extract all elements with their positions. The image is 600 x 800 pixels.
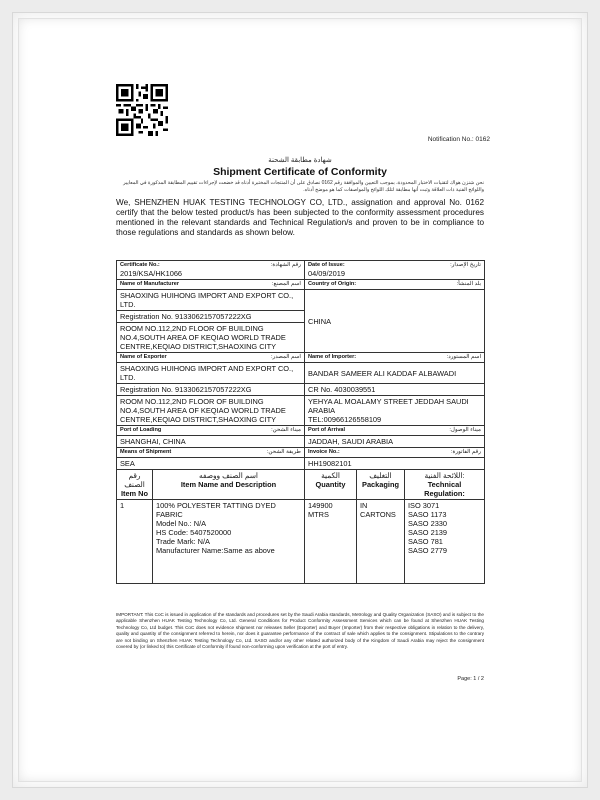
importer-label-cell: Name of Importer: اسم المستورد: bbox=[305, 353, 485, 363]
certificate-title: Shipment Certificate of Conformity bbox=[213, 166, 387, 178]
column-header: اسم الصنف ووصفه Item Name and Description bbox=[153, 470, 305, 500]
certificate-no-cell: Certificate No.: رقم الشهادة: 2019/KSA/HK1066 bbox=[117, 261, 305, 280]
importer-telephone: TEL:00966126558109 bbox=[308, 415, 382, 424]
item-technical-regulation: ISO 3071 SASO 1173 SASO 2330 SASO 2139 SASO 781 SASO 2779 bbox=[405, 500, 485, 584]
importer-address: YEHYA AL MOALAMY STREET JEDDAH SAUDI ARABIA bbox=[308, 397, 469, 415]
date-of-issue-cell: Date of Issue: تاريخ الإصدار: 04/09/2019 bbox=[305, 261, 485, 280]
column-header: الكمية Quantity bbox=[305, 470, 357, 500]
item-quantity: 149900 MTRS bbox=[305, 500, 357, 584]
intro-arabic: نحن شنزن هواك لتقنيات الاختبار المحدودة، بموجب التعيين والموافقة رقم 0162 نصادق على أن المنتجات المختبرة أدناه قد خضعت لإجراءات تقييم المطابقة المذكورة في المعايير واللوائح الفنية ذات العلاقة وثبت أنها مطابقة لتلك اللوائح والمواصفات كما هو موضح أدناه. bbox=[123, 180, 484, 193]
country-of-origin-value: CHINA bbox=[305, 290, 485, 353]
port-of-loading-label-cell: Port of Loading ميناء الشحن: bbox=[117, 426, 305, 436]
means-of-shipment-label-cell: Means of Shipment طريقة الشحن: bbox=[117, 448, 305, 458]
page-number: Page: 1 / 2 bbox=[457, 676, 484, 682]
item-packaging: IN CARTONS bbox=[357, 500, 405, 584]
means-of-shipment-value: SEA bbox=[117, 458, 305, 470]
item-description: 100% POLYESTER TATTING DYED FABRIC Model No.: N/A HS Code: 5407520000 Trade Mark: N/A Manufacturer Name:Same as above bbox=[153, 500, 305, 584]
manufacturer-registration: Registration No. 913306215705722​2XG bbox=[117, 311, 305, 323]
exporter-registration: Registration No. 9133062157057222XG bbox=[117, 384, 305, 396]
exporter-label-cell: Name of Exporter اسم المصدر: bbox=[117, 353, 305, 363]
exporter-name: SHAOXING HUIHONG IMPORT AND EXPORT CO., LTD. bbox=[117, 363, 305, 384]
qr-code-icon bbox=[116, 84, 168, 136]
port-of-loading-value: SHANGHAI, CHINA bbox=[117, 436, 305, 448]
date-of-issue-value: 04/09/2019 bbox=[308, 269, 345, 278]
invoice-no-value: HH19082101 bbox=[305, 458, 485, 470]
column-header: التغليف Packaging bbox=[357, 470, 405, 500]
title-arabic: شهادة مطابقة الشحنة bbox=[268, 157, 332, 164]
column-header: اللائحة الفنية: Technical Regulation: bbox=[405, 470, 485, 500]
manufacturer-name: SHAOXING HUIHONG IMPORT AND EXPORT CO., LTD. bbox=[117, 290, 305, 311]
country-label-cell: Country of Origin: بلد المنشأ: bbox=[305, 280, 485, 290]
certificate-no-value: 2019/KSA/HK1066 bbox=[120, 269, 183, 278]
certificate-document bbox=[110, 84, 490, 716]
port-of-arrival-label-cell: Port of Arrival ميناء الوصول: bbox=[305, 426, 485, 436]
column-header: رقم الصنف Item No bbox=[117, 470, 153, 500]
importer-cr-number: CR No. 4030039551 bbox=[305, 384, 485, 396]
certificate-table bbox=[116, 260, 485, 584]
important-notice: IMPORTANT: This CoC is issued in application of the standards and procedures set by the Saudi Arabia standards, Metrology and Quality Organization (SASO) and is subject to the applicable Shenzhen HUAK Testing Technology Co, Ltd. General Conditions for Product Conformity Assessment Services which can be found at Shenzhen HUAK Testing Technology Co, Ltd budget. This CoC does not evidence shipment nor releases Seller (Exporter) and Buyer (Importer) from their respective obligations in relation to the delivery, quality and quantity of the consignment referred to herein, nor does it guarantee performance of the contract of sale which applies to the consignment. Stipulations to the contrary are not binding on Shenzhen HUAK Testing Technology Co, Ltd. SASO and/or any other related authorized body of the Kingdom of Saudi Arabia may reject the consignment covered by (or linked to) this Certificate of Conformity if found non-conforming upon verification at the port of entry. bbox=[116, 612, 484, 650]
invoice-no-label-cell: Invoice No.: رقم الفاتورة: bbox=[305, 448, 485, 458]
notification-number: Notification No.: 0162 bbox=[427, 136, 490, 143]
importer-name: BANDAR SAMEER ALI KADDAF ALBAWADI bbox=[305, 363, 485, 384]
item-table-header bbox=[117, 470, 485, 500]
table-row bbox=[117, 500, 485, 584]
port-of-arrival-value: JADDAH, SAUDI ARABIA bbox=[305, 436, 485, 448]
manufacturer-address: ROOM NO.112,2ND FLOOR OF BUILDING NO.4,SOUTH AREA OF KEQIAO WORLD TRADE CENTRE,KEQIAO DISTRICT,SHAOXING CITY bbox=[117, 323, 305, 353]
manufacturer-label-cell: Name of Manufacturer اسم المصنع: bbox=[117, 280, 305, 290]
exporter-address: ROOM NO.112,2ND FLOOR OF BUILDING NO.4,SOUTH AREA OF KEQIAO WORLD TRADE CENTRE,KEQIAO DISTRICT,SHAOXING CITY bbox=[117, 396, 305, 426]
importer-address-cell bbox=[305, 396, 485, 426]
item-number: 1 bbox=[117, 500, 153, 584]
intro-statement: We, SHENZHEN HUAK TESTING TECHNOLOGY CO, LTD., assignation and approval No. 0162 certify that the below tested product/s has been subjected to the conformity assessment procedures mentioned in the relevant standards and Technical Regulation/s and proven to be in compliance to those regulations and standards as shown below. bbox=[116, 198, 484, 237]
